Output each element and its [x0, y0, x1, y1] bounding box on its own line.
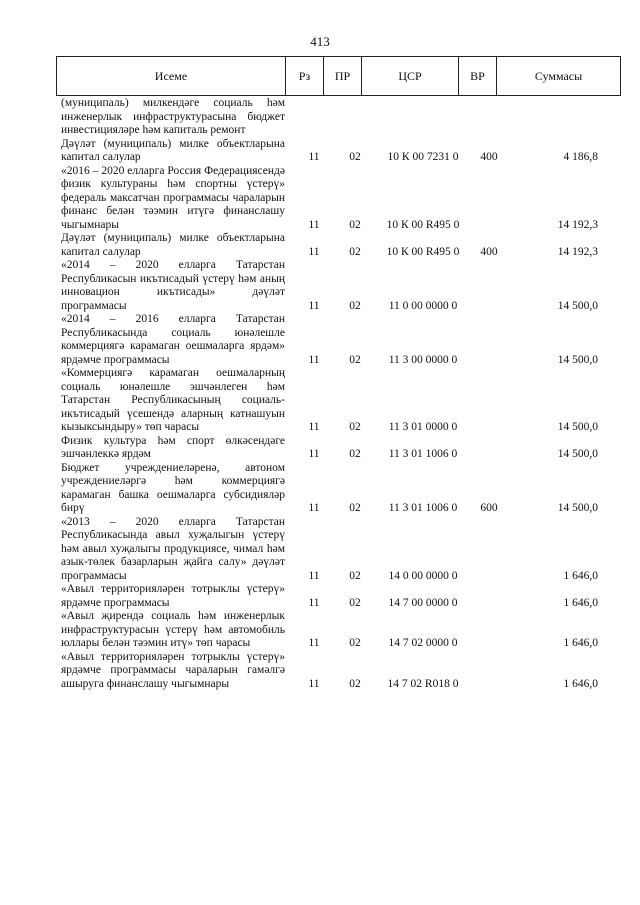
row-pr: 02 [349, 421, 361, 433]
table-row [0, 138, 640, 165]
row-name: «2016 – 2020 елларга Россия Федерациясендә физик культураны һәм спортны үстерү» федераль максатчан программасы чараларын финанс белән тәэмин итүгә финанслашу чыгымнары [61, 164, 285, 231]
row-csr: 10 К 00 7231 0 [387, 151, 459, 163]
row-pr: 02 [349, 353, 361, 366]
row-rz: 11 [308, 353, 320, 366]
header-vr: ВР [459, 57, 497, 96]
row-name: «2013 – 2020 елларга Татарстан Республикасында авыл хуҗалыгын үстерү һәм авыл хуҗалыгы продукциясе, чимал һәм азык-төлек базарларын җайга салу» дәүләт программасы [61, 515, 285, 582]
row-pr: 02 [349, 151, 361, 163]
table-row [0, 97, 640, 138]
row-name: «Авыл җирендә социаль һәм инженерлык инфраструктурасын үстерү һәм автомобиль юллары белән тәэмин итү» төп чарасы [61, 610, 285, 649]
row-vr: 400 [480, 245, 498, 258]
row-rz: 11 [308, 299, 320, 312]
row-csr: 11 3 01 1006 0 [388, 448, 458, 460]
row-sum: 14 500,0 [557, 353, 598, 366]
table-row [0, 651, 640, 692]
row-sum: 14 500,0 [557, 448, 598, 460]
row-sum: 1 646,0 [563, 677, 598, 690]
row-csr: 14 7 02 0000 0 [388, 637, 458, 649]
header-name: Исеме [57, 57, 286, 96]
table-row [0, 462, 640, 516]
table-row [0, 165, 640, 233]
row-rz: 11 [308, 448, 320, 460]
table-row [0, 610, 640, 651]
row-pr: 02 [349, 677, 361, 690]
row-name: Дәүләт (муниципаль) милке объектларына капитал салулар [61, 137, 285, 163]
row-pr: 02 [349, 569, 361, 582]
table-row [0, 259, 640, 313]
row-csr: 14 7 02 R018 0 [387, 677, 459, 690]
row-csr: 11 0 00 0000 0 [388, 299, 458, 312]
row-vr: 600 [480, 502, 498, 514]
row-sum: 1 646,0 [563, 637, 598, 649]
header-rz: Рз [286, 57, 324, 96]
header-sum: Суммасы [497, 57, 621, 96]
row-csr: 14 7 00 0000 0 [388, 596, 458, 609]
row-rz: 11 [308, 245, 320, 258]
row-rz: 11 [308, 151, 320, 163]
row-pr: 02 [349, 218, 361, 231]
row-sum: 14 500,0 [557, 502, 598, 514]
header-csr: ЦСР [362, 57, 459, 96]
row-name: «Коммерциягә карамаган оешмаларның социаль юнәлешле эшчәнлеген һәм Татарстан Республикасының социаль-икътисадый үсешендә аларның катнашуын кызыксындыру» төп чарасы [61, 367, 285, 433]
table-row [0, 435, 640, 462]
row-rz: 11 [308, 218, 320, 231]
row-pr: 02 [349, 299, 361, 312]
row-name: «2014 – 2016 елларга Татарстан Республикасында социаль юнәлешле коммерциягә карамаган оешмаларга ярдәм» ярдәмче программасы [61, 313, 285, 366]
row-rz: 11 [308, 569, 320, 582]
row-csr: 10 К 00 R495 0 [386, 245, 460, 258]
row-sum: 14 500,0 [557, 421, 598, 433]
row-name: «Авыл территорияләрен тотрыклы үстерү» ярдәмче программасы чараларын гамәлгә ашыруга финанслашу чыгымнары [61, 650, 285, 690]
row-sum: 4 186,8 [563, 151, 598, 163]
row-vr: 400 [480, 151, 498, 163]
row-rz: 11 [308, 677, 320, 690]
row-name: «Авыл территорияләрен тотрыклы үстерү» ярдәмче программасы [61, 583, 285, 609]
row-rz: 11 [308, 596, 320, 609]
row-name: Бюджет учреждениеләренә, автоном учреждениеләргә һәм коммерциягә карамаган башка оешмаларга субсидияләр бирү [61, 461, 285, 514]
table-row [0, 516, 640, 584]
row-sum: 14 192,3 [557, 218, 598, 231]
table-row [0, 313, 640, 367]
row-csr: 10 К 00 R495 0 [386, 218, 460, 231]
row-name: (муниципаль) милкендәге социаль һәм инженерлык инфраструктурасына бюджет инвестицияләре һәм капиталь ремонт [61, 97, 285, 136]
row-pr: 02 [349, 448, 361, 460]
table-header [56, 56, 621, 96]
row-name: Физик культура һәм спорт өлкәсендәге эшчәнлеккә ярдәм [61, 434, 285, 460]
row-name: «2014 – 2020 елларга Татарстан Республикасын икътисадый үстерү һәм аның инновацион икътисады» дәүләт программасы [61, 259, 285, 312]
row-csr: 11 3 00 0000 0 [388, 353, 458, 366]
row-csr: 11 3 01 0000 0 [388, 421, 458, 433]
row-pr: 02 [349, 596, 361, 609]
row-rz: 11 [308, 502, 320, 514]
header-pr: ПР [324, 57, 362, 96]
table-row [0, 232, 640, 259]
row-rz: 11 [308, 637, 320, 649]
row-csr: 14 0 00 0000 0 [388, 569, 458, 582]
page-number: 413 [310, 34, 330, 49]
row-sum: 14 500,0 [557, 299, 598, 312]
row-pr: 02 [349, 245, 361, 258]
table-body [0, 97, 640, 691]
row-rz: 11 [308, 421, 320, 433]
row-csr: 11 3 01 1006 0 [388, 502, 458, 514]
row-sum: 14 192,3 [557, 245, 598, 258]
row-name: Дәүләт (муниципаль) милке объектларына капитал салулар [61, 232, 285, 258]
row-sum: 1 646,0 [563, 569, 598, 582]
row-pr: 02 [349, 637, 361, 649]
table-row [0, 367, 640, 435]
table-row [0, 583, 640, 610]
row-sum: 1 646,0 [563, 596, 598, 609]
row-pr: 02 [349, 502, 361, 514]
